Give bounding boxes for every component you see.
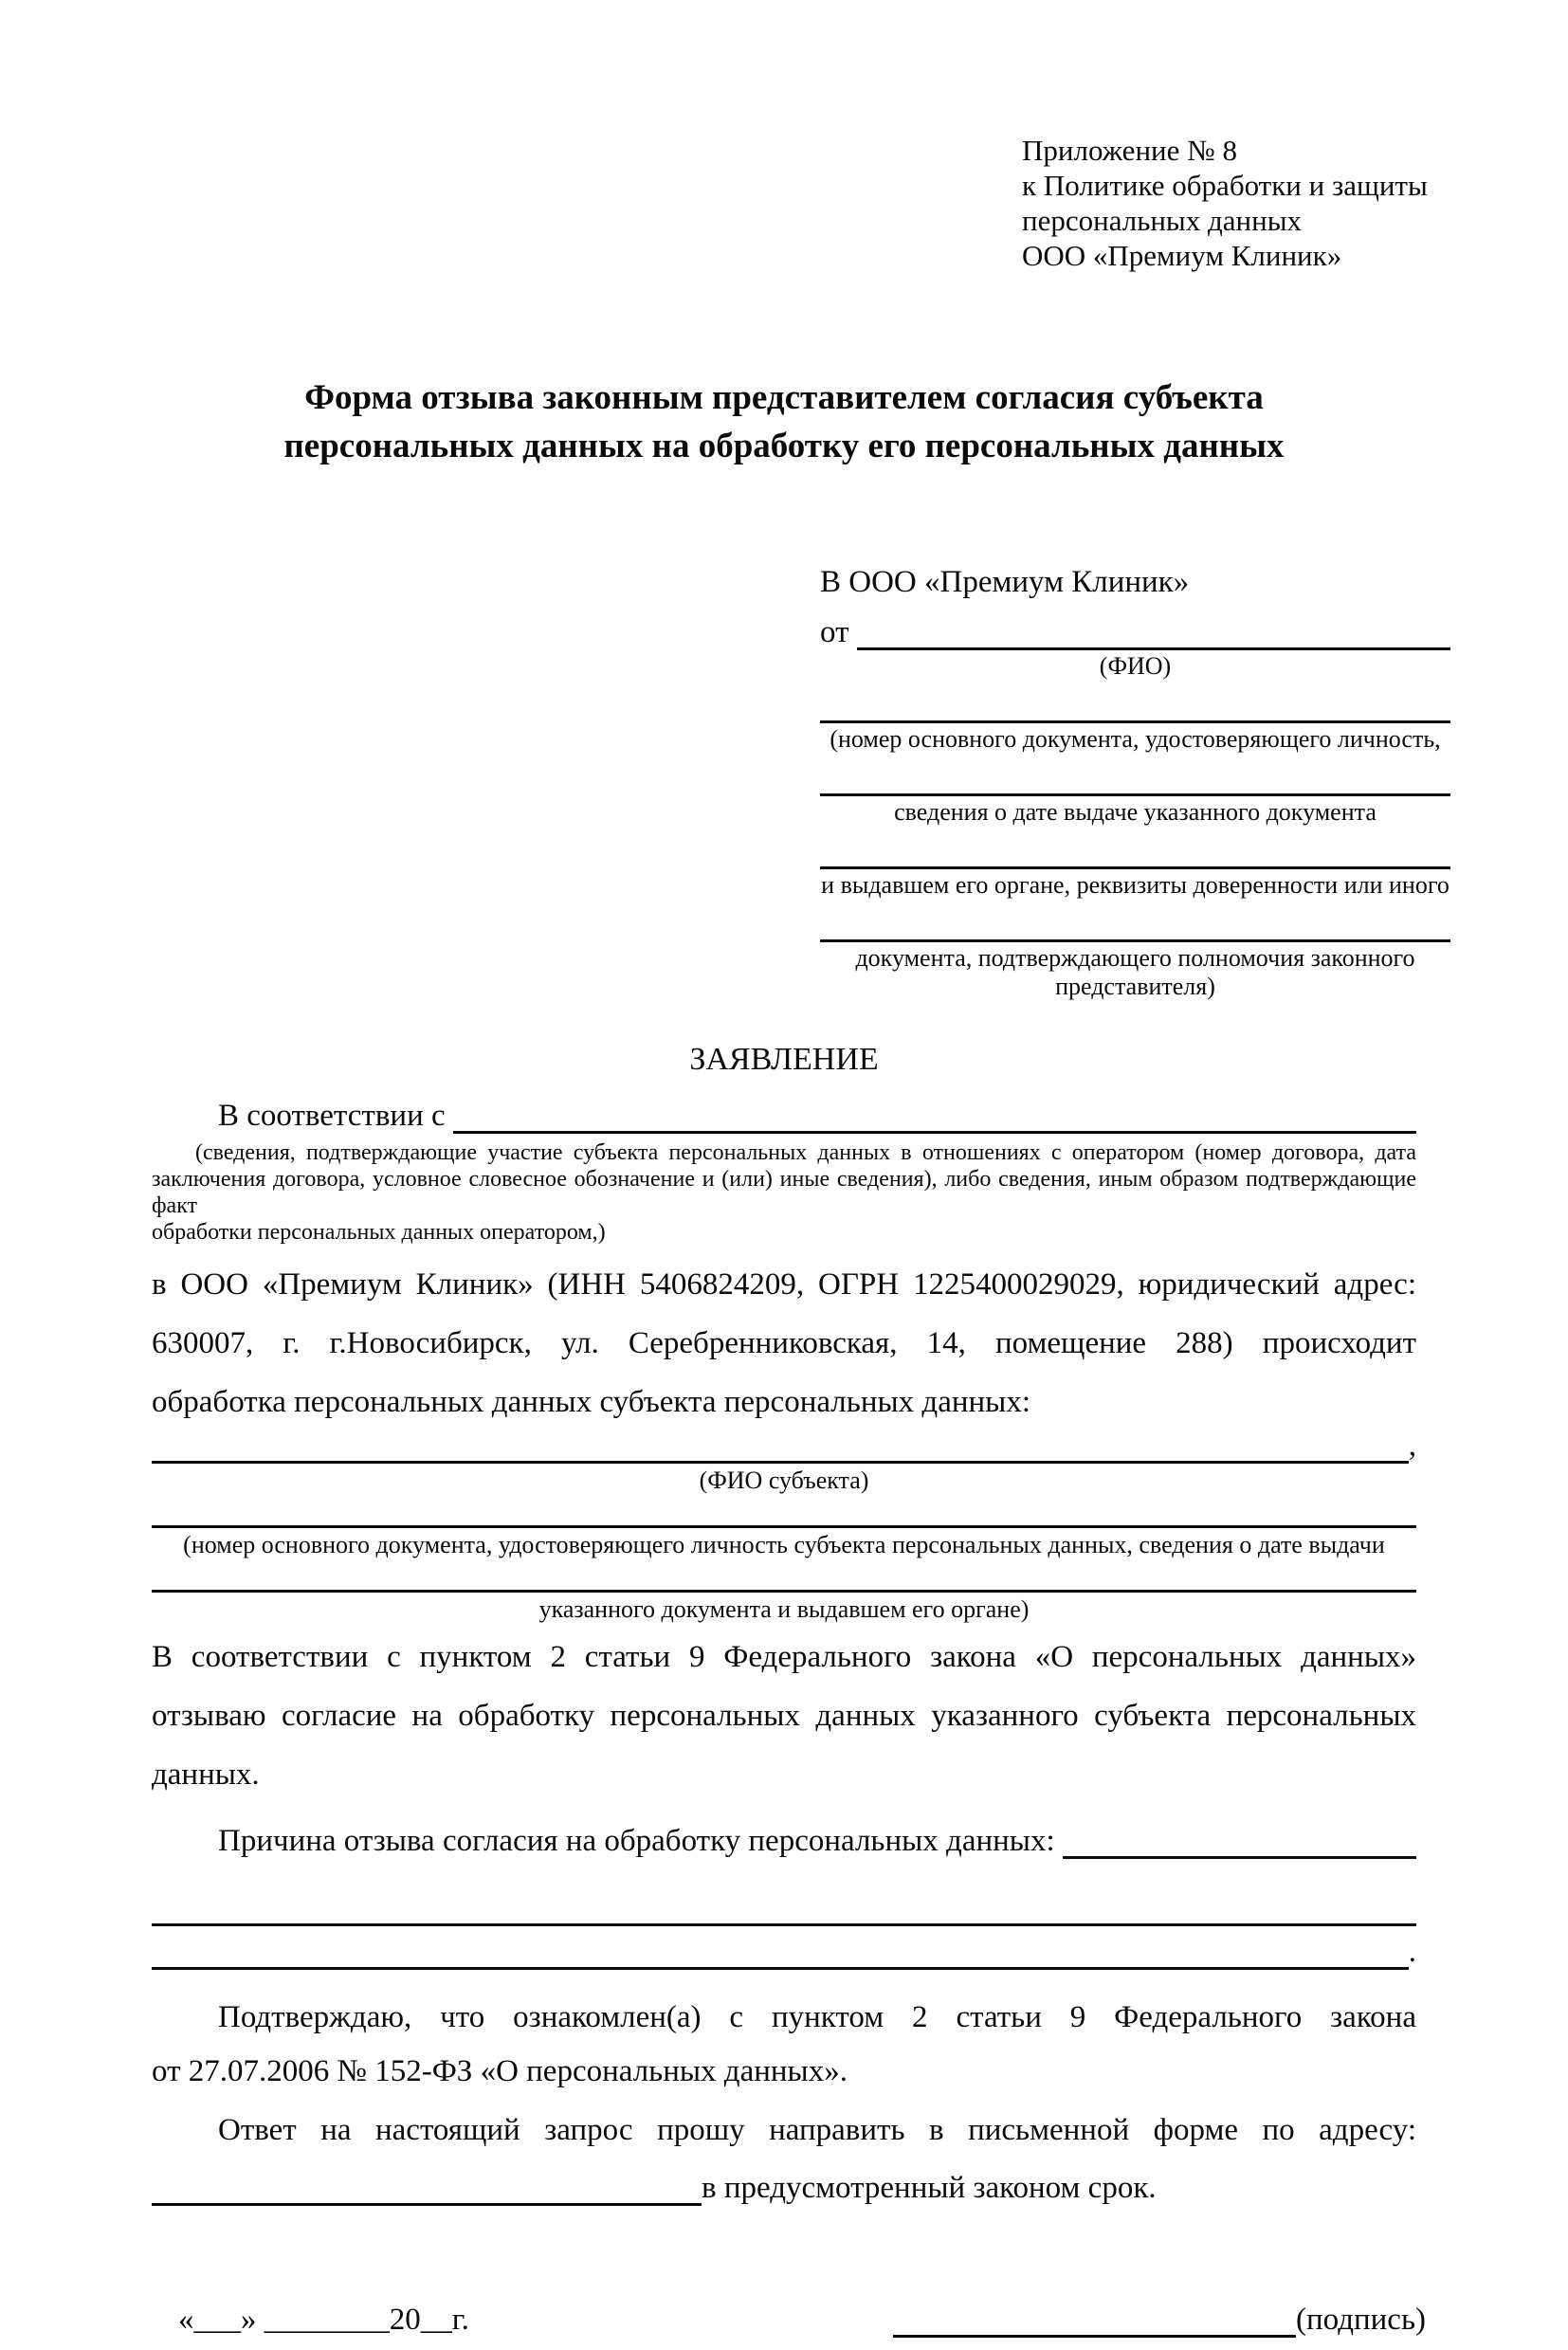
operator-paragraph [152,1255,1416,1431]
appendix-block [1022,133,1450,273]
subject-fio-row [152,1431,1416,1464]
statement-body [152,1092,1416,2206]
subject-fio-line-punct: , [1408,1429,1416,1463]
addressee-block [820,561,1450,1001]
reason-line-punct: . [1408,1935,1416,1969]
page-title [152,373,1416,470]
representative-fio-blank-line[interactable] [857,647,1450,650]
representative-doc-blank-line[interactable] [820,754,1450,796]
representative-fio-caption: (ФИО) [1099,652,1172,680]
subject-doc-caption: (номер основного документа, удостоверяющего личность субъекта персональных данных, сведения о дате выдачи [183,1531,1385,1558]
response-address-blank-line[interactable] [152,2203,702,2206]
appendix-line: персональных данных [1022,204,1303,237]
reason-extra-blank-line[interactable] [152,1967,1409,1970]
legal-basis-lead: В соответствии с [218,1099,453,1133]
signature-caption: (подпись) [1296,2303,1426,2337]
response-lead: Ответ на настоящий запрос прошу направить в письменной форме по адресу: [218,2113,1416,2147]
withdrawal-paragraph [152,1628,1416,1804]
legal-basis-blank-line[interactable] [453,1131,1416,1134]
representative-doc-caption: и выдавшем его органе, реквизиты доверенности или иного [821,871,1449,899]
page-title-line: Форма отзыва законным представителем согласия субъекта [304,378,1264,417]
note-line: обработки персональных данных оператором,) [152,1220,606,1245]
reason-lead: Причина отзыва согласия на обработку персональных данных: [218,1824,1063,1858]
subject-doc-blank-line[interactable] [152,1495,1416,1528]
reason-extra-blank-line[interactable] [152,1897,1416,1926]
subject-doc-blank-line[interactable] [152,1559,1416,1593]
withdrawal-paragraph-line: данных. [152,1758,260,1792]
subject-fio-blank-line[interactable] [152,1461,1409,1464]
appendix-line: ООО «Премиум Клиник» [1022,239,1342,272]
representative-doc-blank-line[interactable] [820,681,1450,723]
withdrawal-paragraph-line: отзываю согласие на обработку персональных данных указанного субъекта персональных [152,1699,1416,1733]
representative-doc-blank-line[interactable] [820,900,1450,942]
acknowledgement-line: Подтверждаю, что ознакомлен(а) с пунктом 2 статьи 9 Федерального закона [218,2000,1416,2034]
page-title-line: персональных данных на обработку его персональных данных [283,427,1285,465]
operator-paragraph-line: обработка персональных данных субъекта персональных данных: [152,1385,1030,1419]
representative-doc-blank-line[interactable] [820,827,1450,869]
legal-basis-note [152,1139,1416,1246]
signature-group [893,2297,1426,2338]
document-page [0,133,1568,2350]
date-blank[interactable]: «___» ________20__г. [178,2303,469,2337]
note-line: (сведения, подтверждающие участие субъекта персональных данных в отношениях с оператором (номер договора, дата [195,1140,1416,1165]
reason-row [152,1813,1416,1859]
footer-row [152,2297,1426,2338]
acknowledgement-line: от 27.07.2006 № 152-ФЗ «О персональных данных». [152,2054,848,2088]
representative-doc-caption: документа, подтверждающего полномочия законного представителя) [855,944,1415,1000]
statement-heading: ЗАЯВЛЕНИЕ [689,1042,879,1077]
appendix-line: Приложение № 8 [1022,134,1237,167]
from-row [820,609,1450,650]
representative-doc-caption: сведения о дате выдаче указанного документа [894,798,1377,826]
acknowledgement-paragraph [152,1991,1416,2099]
signature-blank-line[interactable] [893,2297,1296,2338]
subject-doc-caption: указанного документа и выдавшем его органе) [538,1595,1030,1623]
reason-blank-line[interactable] [1063,1856,1416,1859]
response-tail: в предусмотренный законом срок. [702,2171,1157,2205]
reason-extra-row [152,1926,1416,1970]
operator-paragraph-line: 630007, г. г.Новосибирск, ул. Серебренниковская, 14, помещение 288) происходит [152,1326,1416,1360]
subject-fields-block [152,1431,1416,1624]
response-address-row [152,2157,1416,2206]
legal-basis-row [152,1092,1416,1134]
subject-fio-caption: (ФИО субъекта) [699,1466,869,1494]
withdrawal-paragraph-line: В соответствии с пунктом 2 статьи 9 Федерального закона «О персональных данных» [152,1640,1416,1674]
from-label: от [820,615,857,649]
note-line: заключения договора, условное словесное обозначение и (или) иные сведения), либо сведения, иным образом подтверждающие факт [152,1167,1416,1218]
addressee-organization: В ООО «Премиум Клиник» [820,565,1190,599]
representative-doc-caption: (номер основного документа, удостоверяющего личность, [830,725,1441,753]
appendix-line: к Политике обработки и защиты [1022,169,1428,202]
operator-paragraph-line: в ООО «Премиум Клиник» (ИНН 5406824209, ОГРН 1225400029029, юридический адрес: [152,1267,1416,1302]
